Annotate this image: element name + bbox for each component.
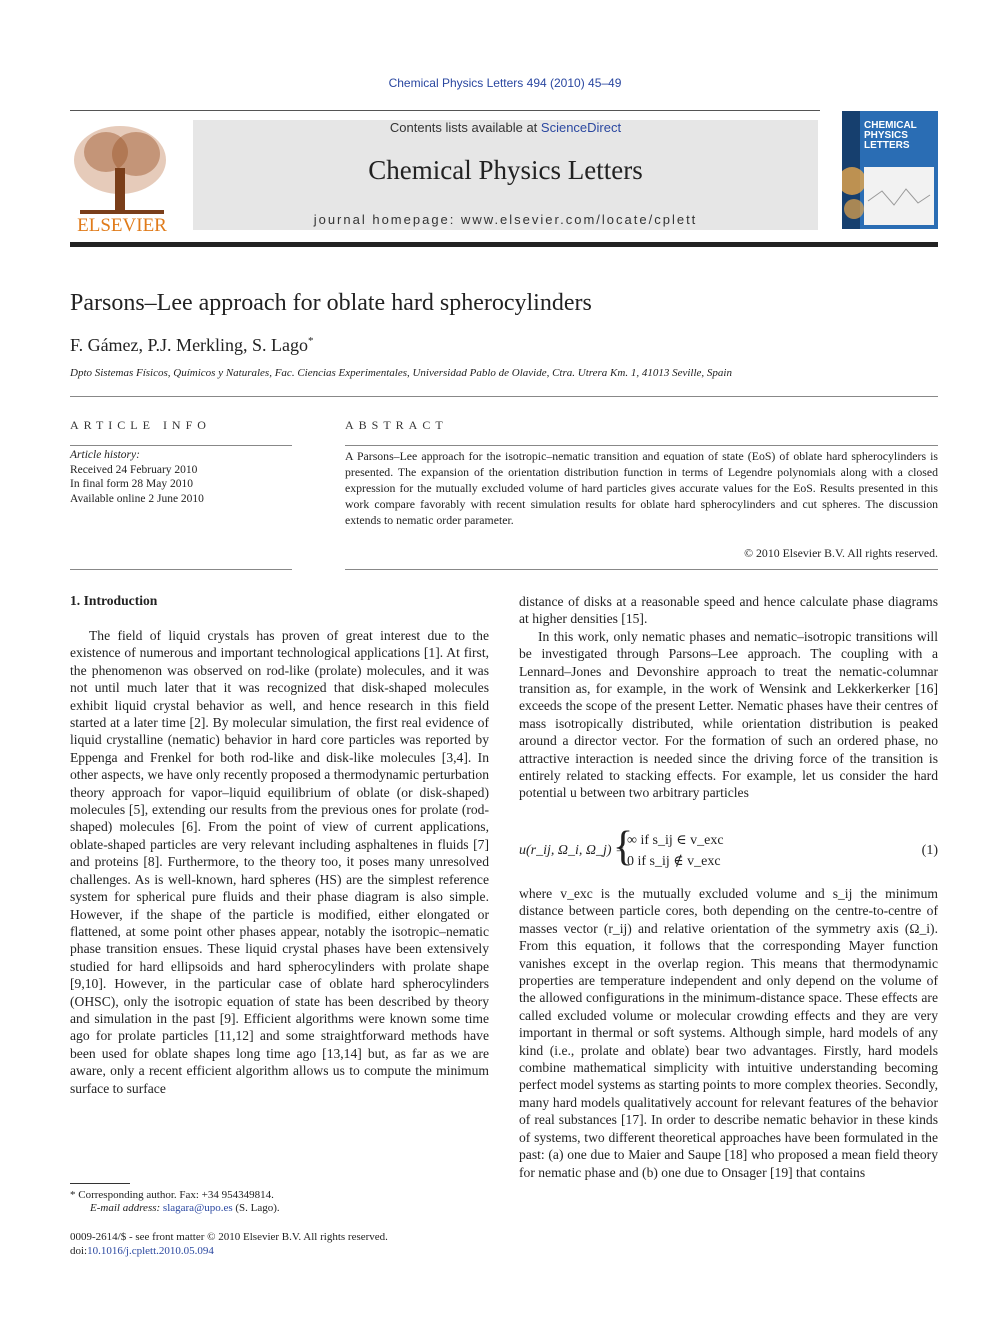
equation-1 (519, 824, 938, 874)
paragraph: In this work, only nematic phases and nematic–isotropic transitions will be investigated through Parsons–Lee approach. The coupling with a Lennard–Jones and Devonshire approach to treat the nematic-columnar transition as, for example, in the work of Wensink and Lekkerkerker [16] exceeds the scope of the present Letter. Nematic phases have their centres of mass isotropically distributed, while orientation distribution is peaked around a director vector. For the formation of such an ordered phase, no attractive interaction is needed since the driving force of the transition is entirely related to stacking effects. For example, let us consider the hard potential u between two arbitrary particles (519, 628, 938, 801)
divider (70, 445, 292, 446)
doi-line (70, 1245, 214, 1257)
email-suffix: (S. Lago). (232, 1202, 280, 1214)
authors-text: F. Gámez, P.J. Merkling, S. Lago (70, 335, 309, 355)
header-thick-divider (70, 242, 938, 247)
cover-title (864, 121, 917, 151)
journal-cover-image[interactable] (842, 111, 938, 229)
article-info-heading: ARTICLE INFO (70, 418, 211, 432)
article-history (70, 448, 292, 506)
copyright-notice: © 2010 Elsevier B.V. All rights reserved. (744, 546, 938, 560)
journal-homepage[interactable]: journal homepage: www.elsevier.com/locate/cplett (313, 212, 698, 227)
header-divider (70, 110, 820, 111)
contents-prefix: Contents lists available at (389, 120, 541, 135)
paragraph: where v_exc is the mutually excluded volume and s_ij the minimum distance between particle cores, both depending on the centre-to-centre of masses vector (r_ij) and relative orientation of the symmetry axis (Ω_i). From this equation, it follows that the corresponding Mayer function vanishes except in the overlap region. This means that thermodynamic properties are temperature independent and only depend on the volume of the allowed configurations in the minimum-distance space. These effects are called excluded volume or molecular crowding effects and they are very important in thermal or soft systems. Although simple, hard models of any kind (i.e., prolate and oblate) bear two advantages. Firstly, hard models combine mathematical simplicity with intuitive understanding becoming perfect model systems as starting points to more complex theories. Secondly, many hard models qualitatively account for relevant features of the behavior of real substances [17]. In order to describe nematic behavior in these kinds of systems, two different theoretical approaches have been formulated in the past: (a) one due to Maier and Saupe [18] who proposed a mean field theory for nematic phase and (b) one due to Onsager [19] that contains (519, 886, 938, 1180)
paragraph: The field of liquid crystals has proven of great interest due to the existence of numerous and important technological applications [1]. At first, the phenomenon was observed on rod-like (prolate) molecules, and it was not until much later that it was recognized that disk-shaped molecules exhibit liquid crystal behavior as well, and hence research in this field started at a later time [2]. By molecular simulation, the first real evidence of liquid crystalline (nematic) behavior in hard core particles was reported by Eppenga and Frenkel for both rod-like and disk-like molecules [3,4]. In other aspects, we have only recently proposed a thermodynamic perturbation theory approach for vapor–liquid equilibrium of oblate (or disk-shaped) molecules [5], extending our results from the previous ones for prolate (rod-shaped) molecules [6]. From the point of view of current applications, oblate-shaped particles are very relevant including asphaltenes in fluids [7] and proteins [8]. Furthermore, to the theory too, it poses many unresolved challenges. As is well-known, hard spheres (HS) are the simplest reference system for spherical pure fluids and their phase diagram is also simple. However, if the shape of the particle is modified, either elongated or flattened, at some point other phases appear, notably the isotropic–nematic phase transition ensues. These liquid crystal phases have been extensively studied for hard ellipsoids and hard spherocylinders with prolate shape [9,10]. However, in the particular case of oblate hard spherocylinders (OHSC), only the isotropic equation of state has been described by theory and simulation in the past [9]. Efficient algorithms were known some time ago for prolate particles [11,12] and some straightforward methods have been used for oblate shapes long time ago [13,14] but, as far as we are aware, only a recent efficient algorithm allows us to compute the minimum surface to surface (70, 628, 489, 1096)
email-label: E-mail address: (90, 1202, 163, 1214)
body-column-right-top (519, 593, 938, 802)
equation-case: ∞ if s_ij ∈ v_exc (627, 833, 724, 848)
author-list (70, 335, 314, 356)
online-date: Available online 2 June 2010 (70, 492, 204, 505)
contents-line (193, 120, 818, 135)
divider (345, 445, 938, 446)
doi-label: doi: (70, 1245, 88, 1257)
equation-case: 0 if s_ij ∉ v_exc (627, 854, 721, 869)
cover-title-line: LETTERS (864, 140, 910, 151)
divider (345, 569, 938, 570)
body-column-right-bottom (519, 885, 938, 1181)
affiliation: Dpto Sistemas Físicos, Químicos y Naturales, Fac. Ciencias Experimentales, Universidad Pablo de Olavide, Ctra. Utrera Km. 1, 41013 Seville, Spain (70, 367, 732, 379)
cover-title-line: CHEMICAL (864, 120, 917, 131)
corresponding-author-footnote: * Corresponding author. Fax: +34 954349814. (70, 1189, 274, 1201)
section-heading-introduction: 1. Introduction (70, 593, 158, 608)
doi-link[interactable]: 10.1016/j.cplett.2010.05.094 (87, 1245, 214, 1257)
final-form-date: In final form 28 May 2010 (70, 478, 193, 490)
equation-brace: { (613, 824, 634, 870)
equation-lhs: u(r_ij, Ω_i, Ω_j) = (519, 843, 625, 858)
elsevier-logo[interactable] (70, 118, 174, 236)
journal-reference[interactable]: Chemical Physics Letters 494 (2010) 45–49 (388, 76, 622, 90)
divider (70, 569, 292, 570)
journal-title: Chemical Physics Letters (368, 155, 643, 185)
history-label: Article history: (70, 449, 140, 461)
divider (70, 396, 938, 397)
corresponding-author-mark[interactable]: * (308, 335, 314, 347)
sciencedirect-link[interactable]: ScienceDirect (540, 120, 622, 135)
issn-line: 0009-2614/$ - see front matter © 2010 Elsevier B.V. All rights reserved. (70, 1231, 388, 1243)
footnote-divider (70, 1183, 130, 1184)
cover-title-line: PHYSICS (864, 130, 908, 141)
abstract-heading: ABSTRACT (345, 418, 448, 432)
received-date: Received 24 February 2010 (70, 463, 198, 476)
body-column-left (70, 627, 489, 1097)
equation-number: (1) (921, 843, 938, 858)
email-link[interactable]: slagara@upo.es (162, 1202, 233, 1214)
elsevier-tree-icon (70, 118, 174, 236)
elsevier-wordmark: ELSEVIER (77, 215, 167, 236)
abstract-text: A Parsons–Lee approach for the isotropic–nematic transition and equation of state (EoS) of oblate hard spherocylinders is presented. The expansion of the orientation distribution function in terms of Legendre polynomials along with a closed expression for the mutually excluded volume of hard particles gives accurate values for the EoS. Results presented in this work compare favorably with recent simulation results for oblate hard spherocylinders and cut spheres. The discussion extends to nematic order parameter. (345, 449, 938, 527)
paragraph: distance of disks at a reasonable speed and hence calculate phase diagrams at higher densities [15]. (519, 594, 938, 627)
email-footnote (90, 1202, 280, 1214)
paper-title: Parsons–Lee approach for oblate hard spherocylinders (70, 290, 592, 316)
